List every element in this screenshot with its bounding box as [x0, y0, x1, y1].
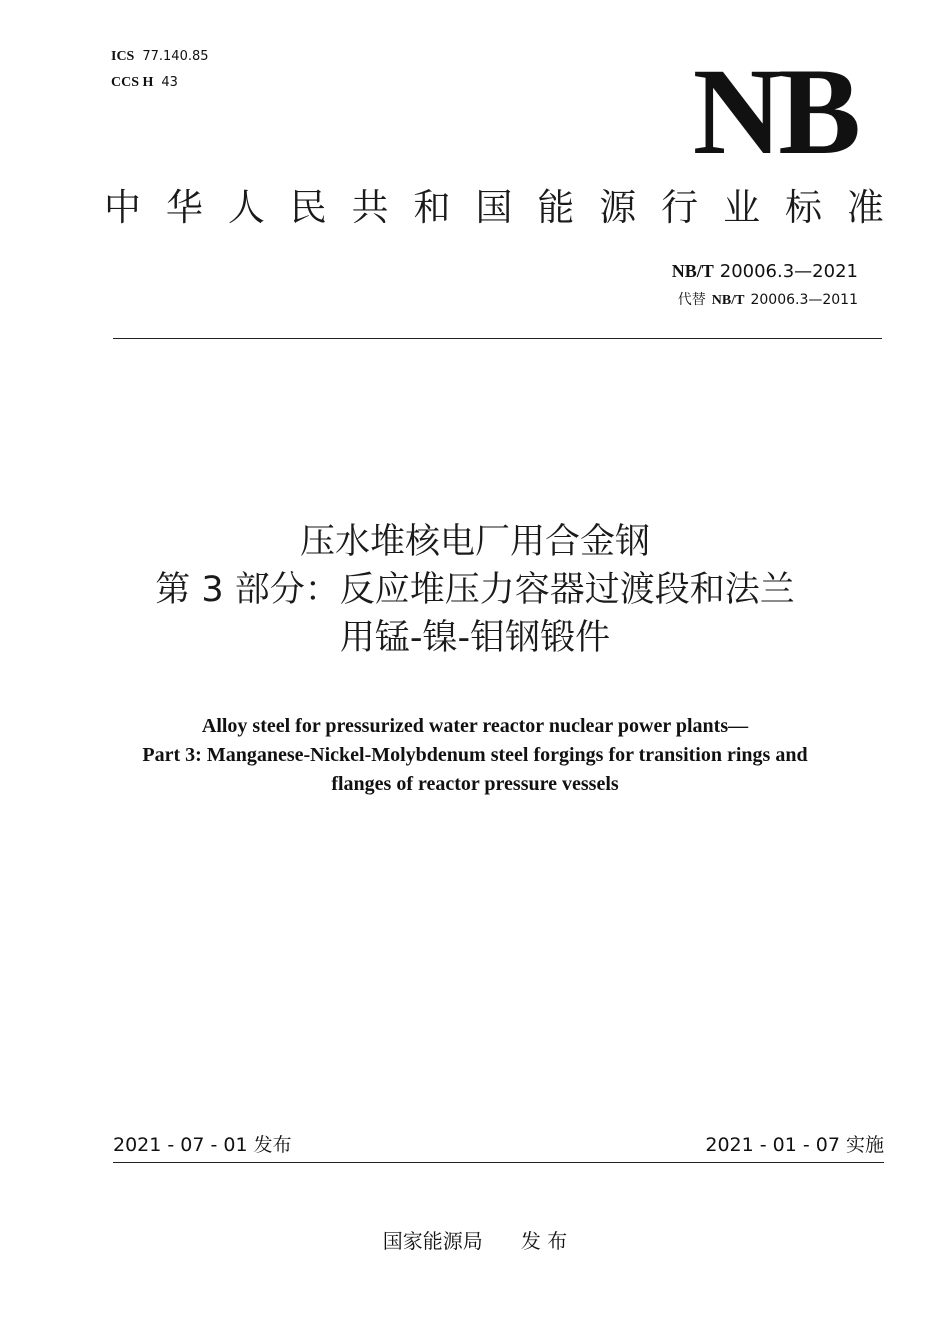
authority-title — [104, 186, 884, 230]
title-en-line1: Alloy steel for pressurized water reactor nuclear power plants— — [201, 715, 749, 737]
authority-char: 国 — [475, 186, 513, 229]
replaces-line — [678, 291, 858, 310]
authority-char: 共 — [351, 186, 389, 229]
ics-value: 77.140.85 — [142, 49, 209, 64]
footer-divider — [113, 1162, 884, 1163]
authority-char: 业 — [723, 186, 761, 229]
authority-char: 能 — [537, 186, 575, 229]
title-zh — [60, 518, 890, 662]
ccs-code — [111, 73, 178, 92]
ics-label: ICS — [111, 49, 135, 64]
ics-code — [111, 47, 209, 66]
title-zh-line2: 第 3 部分：反应堆压力容器过渡段和法兰 — [155, 570, 795, 610]
implement-date: 2021 - 01 - 07 实施 — [705, 1134, 884, 1156]
authority-char: 人 — [227, 186, 265, 229]
ccs-value: 43 — [161, 75, 178, 90]
issue-date: 2021 - 07 - 01 发布 — [113, 1134, 292, 1156]
replaces-prefix: NB/T — [711, 293, 745, 308]
authority-char: 中 — [104, 186, 141, 229]
authority-char: 源 — [599, 186, 637, 229]
title-en-line2: Part 3: Manganese-Nickel-Molybdenum steel forgings for transition rings and — [142, 744, 808, 766]
standard-number-value: 20006.3—2021 — [719, 261, 858, 282]
header-divider — [113, 338, 882, 339]
replaces-label: 代替 — [677, 292, 706, 308]
issuer: 国家能源局 发 布 — [382, 1229, 568, 1253]
replaces-number: 20006.3—2011 — [750, 292, 858, 308]
nb-logo: NB — [692, 43, 857, 180]
standard-number — [672, 260, 858, 283]
authority-char: 民 — [289, 186, 327, 229]
ccs-label: CCS H — [111, 75, 154, 90]
authority-char: 准 — [846, 186, 884, 229]
authority-char: 和 — [413, 186, 451, 229]
authority-char: 行 — [661, 186, 699, 229]
title-zh-line3: 用锰-镍-钼钢锻件 — [339, 618, 611, 658]
title-zh-line1: 压水堆核电厂用合金钢 — [299, 522, 650, 562]
title-en — [60, 712, 890, 799]
authority-char: 标 — [784, 186, 822, 229]
title-en-line3: flanges of reactor pressure vessels — [331, 773, 619, 795]
authority-char: 华 — [165, 186, 203, 229]
standard-prefix: NB/T — [671, 261, 714, 281]
